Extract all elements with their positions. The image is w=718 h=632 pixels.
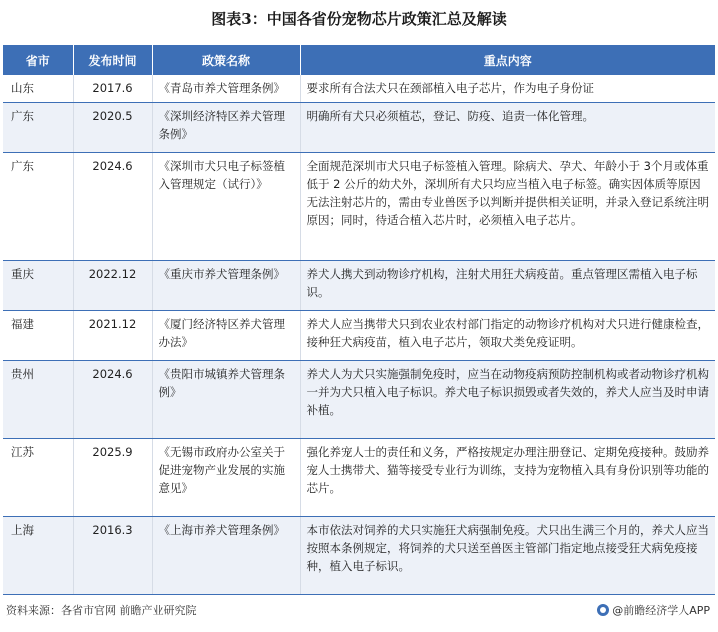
- cell-content: 养犬人携犬到动物诊疗机构，注射犬用狂犬病疫苗。重点管理区需植入电子标识。: [300, 260, 715, 310]
- cell-policy: 《青岛市养犬管理条例》: [152, 75, 300, 102]
- cell-content: 全面规范深圳市犬只电子标签植入管理。除病犬、孕犬、年龄小于 3个月或体重低于 2 公斤的幼犬外，深圳所有犬只均应当植入电子标签。确实因体质等原因无法注射芯片的，需由专业兽医予以判断并提供相关证明，并录入登记系统注明原因；同时，待适合植入芯片时，必须植入电子芯片。: [300, 152, 715, 260]
- table-row: [3, 438, 715, 516]
- cell-content: 明确所有犬只必须植芯，登记、防疫、追责一体化管理。: [300, 102, 715, 152]
- cell-date: 2017.6: [73, 75, 152, 102]
- source-note: 资料来源：各省市官网 前瞻产业研究院: [6, 604, 197, 617]
- cell-content: 养犬人应当携带犬只到农业农村部门指定的动物诊疗机构对犬只进行健康检查，接种狂犬病疫苗，植入电子芯片，领取犬类免疫证明。: [300, 310, 715, 360]
- cell-date: 2021.12: [73, 310, 152, 360]
- cell-date: 2024.6: [73, 152, 152, 260]
- cell-province: 福建: [3, 310, 73, 360]
- column-header-policy: 政策名称: [152, 45, 300, 75]
- policy-table: [3, 45, 715, 595]
- cell-date: 2016.3: [73, 516, 152, 594]
- cell-province: 重庆: [3, 260, 73, 310]
- cell-date: 2024.6: [73, 360, 152, 438]
- cell-province: 贵州: [3, 360, 73, 438]
- cell-content: 本市依法对饲养的犬只实施狂犬病强制免疫。犬只出生满三个月的，养犬人应当按照本条例规定，将饲养的犬只送至兽医主管部门指定地点接受狂犬病免疫接种，植入电子标识。: [300, 516, 715, 594]
- cell-province: 山东: [3, 75, 73, 102]
- table-row: [3, 516, 715, 594]
- cell-province: 江苏: [3, 438, 73, 516]
- cell-policy: 《深圳市犬只电子标签植入管理规定（试行）》: [152, 152, 300, 260]
- cell-province: 上海: [3, 516, 73, 594]
- cell-content: 要求所有合法犬只在颈部植入电子芯片，作为电子身份证: [300, 75, 715, 102]
- cell-province: 广东: [3, 152, 73, 260]
- brand-logo-icon: [597, 604, 609, 616]
- page-title: 图表3：中国各省份宠物芯片政策汇总及解读: [211, 10, 507, 28]
- cell-province: 广东: [3, 102, 73, 152]
- table-row: [3, 360, 715, 438]
- table-row: [3, 102, 715, 152]
- cell-date: 2025.9: [73, 438, 152, 516]
- cell-policy: 《贵阳市城镇养犬管理条例》: [152, 360, 300, 438]
- table-header-row: [3, 45, 715, 75]
- table-row: [3, 260, 715, 310]
- brand-label: @前瞻经济学人APP: [612, 604, 710, 617]
- cell-policy: 《重庆市养犬管理条例》: [152, 260, 300, 310]
- cell-policy: 《深圳经济特区养犬管理条例》: [152, 102, 300, 152]
- column-header-date: 发布时间: [73, 45, 152, 75]
- cell-date: 2022.12: [73, 260, 152, 310]
- cell-content: 养犬人为犬只实施强制免疫时，应当在动物疫病预防控制机构或者动物诊疗机构一并为犬只植入电子标识。养犬电子标识损毁或者失效的，养犬人应当及时申请补植。: [300, 360, 715, 438]
- cell-content: 强化养宠人士的责任和义务，严格按规定办理注册登记、定期免疫接种。鼓励养宠人士携带犬、猫等接受专业行为训练，支持为宠物植入具有身份识别等功能的芯片。: [300, 438, 715, 516]
- cell-policy: 《无锡市政府办公室关于促进宠物产业发展的实施意见》: [152, 438, 300, 516]
- column-header-province: 省市: [3, 45, 73, 75]
- table-row: [3, 310, 715, 360]
- cell-policy: 《上海市养犬管理条例》: [152, 516, 300, 594]
- cell-policy: 《厦门经济特区养犬管理办法》: [152, 310, 300, 360]
- brand-watermark: [597, 603, 710, 619]
- table-row: [3, 152, 715, 260]
- column-header-content: 重点内容: [300, 45, 715, 75]
- table-row: [3, 75, 715, 102]
- cell-date: 2020.5: [73, 102, 152, 152]
